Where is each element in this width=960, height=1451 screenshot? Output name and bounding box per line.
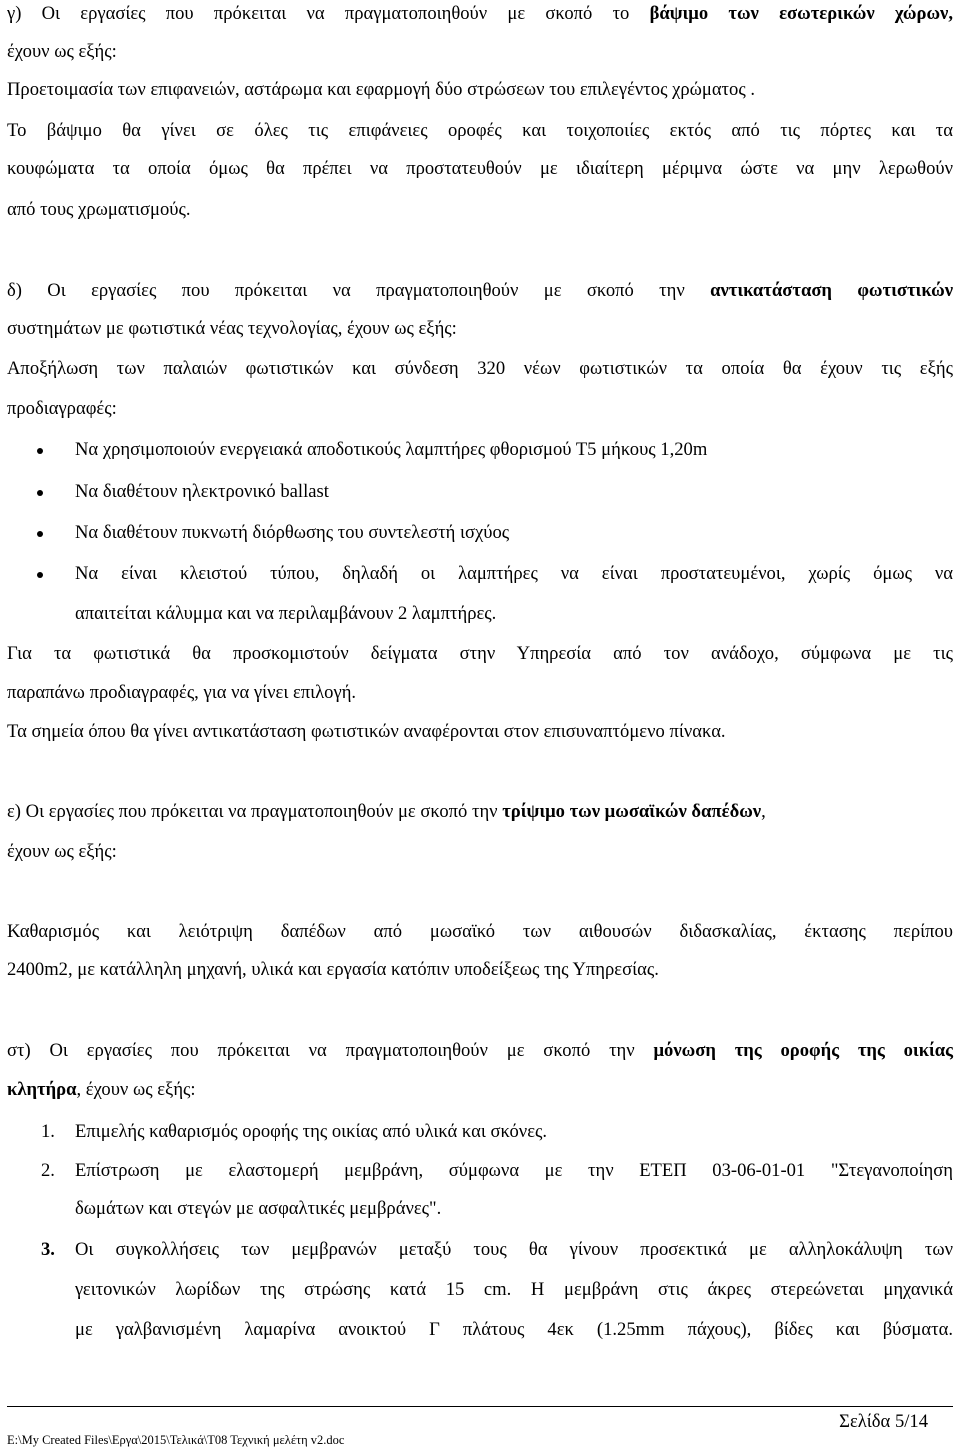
bullet-icon	[37, 490, 43, 496]
bullet-icon	[37, 572, 43, 578]
page-number: Σελίδα 5/14	[839, 1411, 928, 1432]
bullet-icon	[37, 531, 43, 537]
section-st-line: κλητήρα, έχουν ως εξής:	[7, 1079, 196, 1100]
section-d-bold-term: αντικατάσταση φωτιστικών	[710, 280, 953, 301]
section-e-line: έχουν ως εξής:	[7, 841, 117, 862]
section-st-heading: στ) Οι εργασίες που πρόκειται να πραγματοποιηθούν με σκοπό την μόνωση της οροφής της οικίας	[7, 1040, 954, 1061]
footer-divider	[7, 1406, 953, 1407]
section-e-line: 2400m2, με κατάλληλη μηχανή, υλικά και εργασία κατόπιν υποδείξεως της Υπηρεσίας.	[7, 959, 659, 980]
numbered-item: Επίστρωση με ελαστομερή μεμβράνη, σύμφωνα με την ΕΤΕΠ 03-06-01-01 "Στεγανοποίηση	[75, 1160, 953, 1181]
section-d-line: Για τα φωτιστικά θα προσκομιστούν δείγματα στην Υπηρεσία από τον ανάδοχο, σύμφωνα με τις	[7, 643, 953, 664]
section-d-line: παραπάνω προδιαγραφές, για να γίνει επιλογή.	[7, 682, 357, 703]
list-item: Να χρησιμοποιούν ενεργειακά αποδοτικούς λαμπτήρες φθορισμού Τ5 μήκους 1,20m	[75, 439, 708, 460]
section-e-bold-term: τρίψιμο των μωσαϊκών δαπέδων	[502, 801, 762, 822]
numbered-item-continuation: γειτονικών λωρίδων της στρώσης κατά 15 cm. Η μεμβράνη στις άκρες στερεώνεται μηχανικά	[75, 1279, 953, 1300]
section-g-line: από τους χρωματισμούς.	[7, 199, 191, 220]
list-item: Να είναι κλειστού τύπου, δηλαδή οι λαμπτήρες να είναι προστατευμένοι, χωρίς όμως να	[75, 563, 953, 584]
section-g-line: Το βάψιμο θα γίνει σε όλες τις επιφάνειες οροφές και τοιχοποιίες εκτός από τις πόρτες και τα	[7, 120, 953, 141]
numbered-item: Οι συγκολλήσεις των μεμβρανών μεταξύ τους θα γίνουν προσεκτικά με αλληλοκάλυψη των	[75, 1239, 953, 1260]
section-d-line: συστημάτων με φωτιστικά νέας τεχνολογίας, έχουν ως εξής:	[7, 318, 457, 339]
section-e-line: Καθαρισμός και λειότριψη δαπέδων από μωσαϊκό των αιθουσών διδασκαλίας, έκτασης περίπου	[7, 921, 953, 942]
list-number: 1.	[41, 1121, 55, 1142]
section-g-bold-term: βάψιμο των εσωτερικών χώρων	[649, 3, 949, 24]
list-item: Να διαθέτουν πυκνωτή διόρθωσης του συντελεστή ισχύος	[75, 522, 510, 543]
list-number: 3.	[41, 1239, 55, 1260]
section-d-line: Τα σημεία όπου θα γίνει αντικατάσταση φωτιστικών αναφέρονται στον επισυναπτόμενο πίνακα.	[7, 721, 726, 742]
list-number: 2.	[41, 1160, 55, 1181]
list-item: Να διαθέτουν ηλεκτρονικό ballast	[75, 481, 329, 502]
bullet-icon	[37, 448, 43, 454]
section-d-heading: δ) Οι εργασίες που πρόκειται να πραγματοποιηθούν με σκοπό την αντικατάσταση φωτιστικών	[7, 280, 953, 301]
section-d-line: προδιαγραφές:	[7, 398, 117, 419]
numbered-item-continuation: δωμάτων και στεγών με ασφαλτικές μεμβράνες".	[75, 1198, 442, 1219]
section-g-line: Προετοιμασία των επιφανειών, αστάρωμα και εφαρμογή δύο στρώσεων του επιλεγέντος χρώματος .	[7, 79, 755, 100]
section-g-line: έχουν ως εξής:	[7, 41, 117, 62]
numbered-item-continuation: με γαλβανισμένη λαμαρίνα ανοικτού Γ πλάτους 4εκ (1.25mm πάχους), βίδες και βύσματα.	[75, 1319, 953, 1340]
section-g-line: κουφώματα τα οποία όμως θα πρέπει να προστατευθούν με ιδιαίτερη μέριμνα ώστε να μην λερωθούν	[7, 158, 953, 179]
list-item-continuation: απαιτείται κάλυμμα και να περιλαμβάνουν 2 λαμπτήρες.	[75, 603, 497, 624]
numbered-item: Επιμελής καθαρισμός οροφής της οικίας από υλικά και σκόνες.	[75, 1121, 548, 1142]
section-st-bold-term: μόνωση της οροφής της οικίας	[653, 1040, 954, 1061]
file-path: E:\My Created Files\Εργα\2015\Τελικά\Τ08 Τεχνική μελέτη v2.doc	[7, 1433, 345, 1447]
section-e-heading: ε) Οι εργασίες που πρόκειται να πραγματοποιηθούν με σκοπό την τρίψιμο των μωσαϊκών δαπέδων,	[7, 801, 766, 822]
section-g-heading: γ) Οι εργασίες που πρόκειται να πραγματοποιηθούν με σκοπό το βάψιμο των εσωτερικών χώρων,	[7, 3, 954, 24]
section-d-line: Αποξήλωση των παλαιών φωτιστικών και σύνδεση 320 νέων φωτιστικών τα οποία θα έχουν τις εξής	[7, 358, 953, 379]
